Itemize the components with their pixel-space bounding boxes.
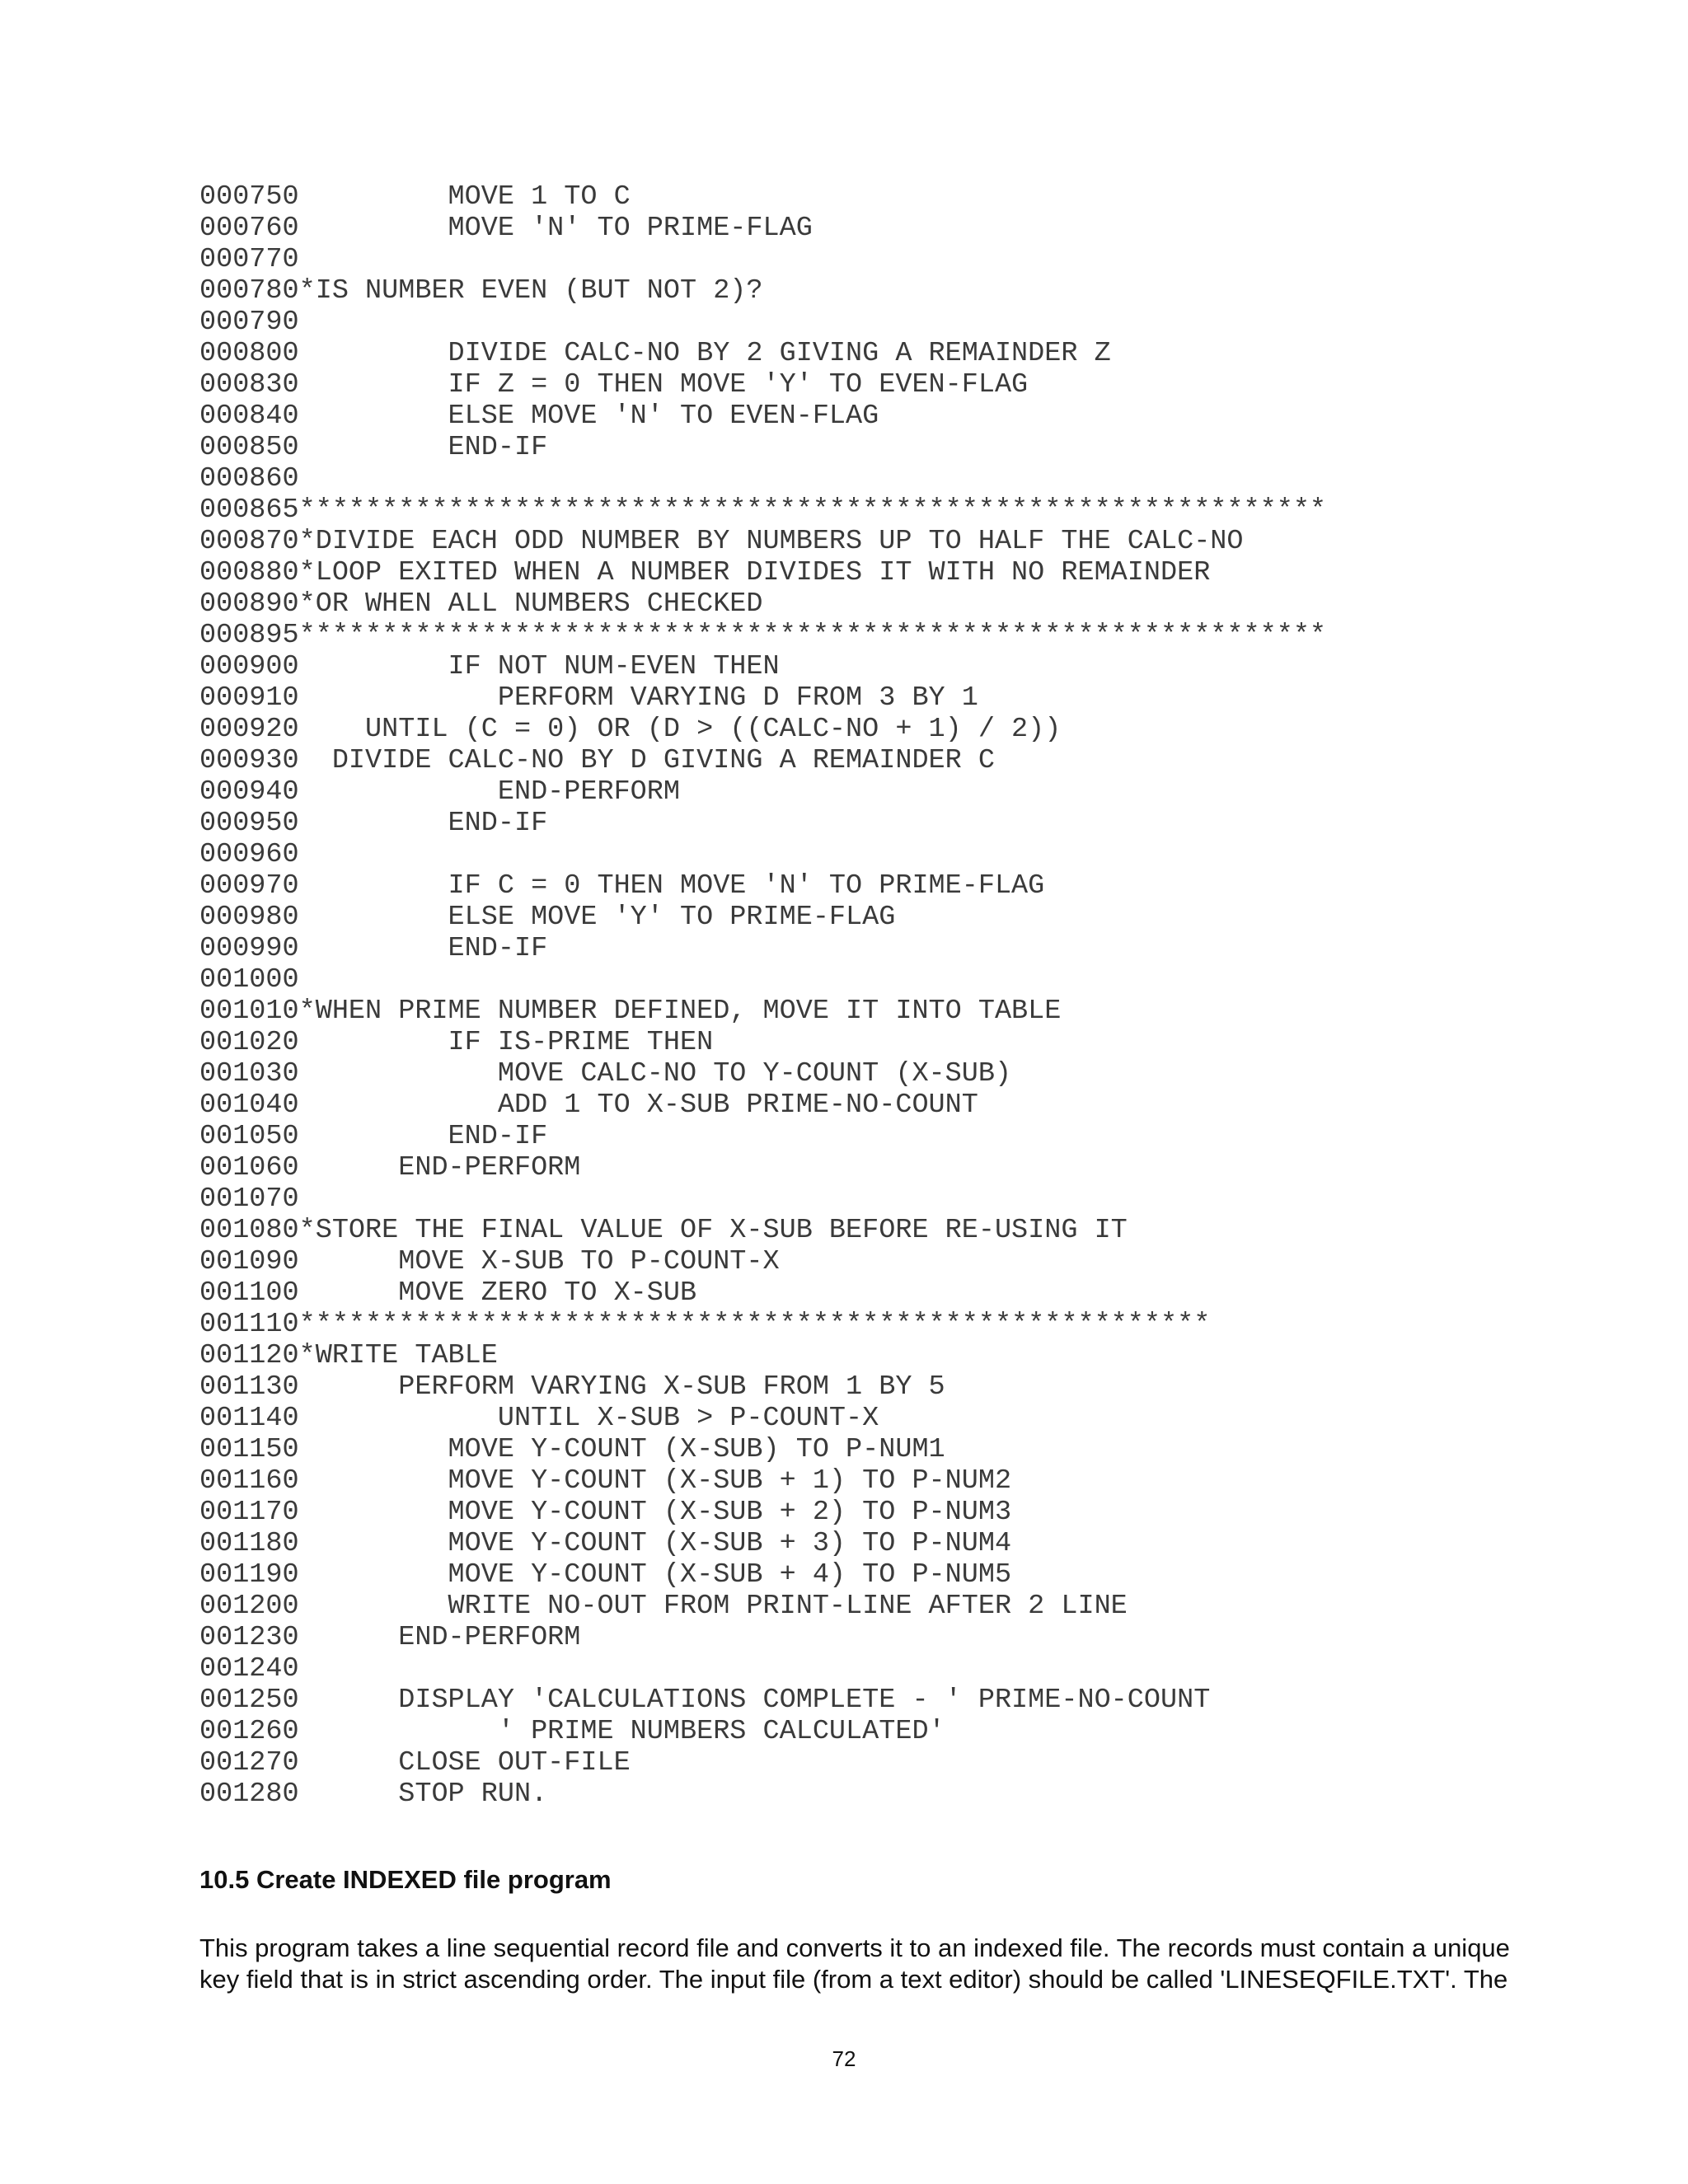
code-line: 001010*WHEN PRIME NUMBER DEFINED, MOVE IT INTO TABLE — [199, 996, 1062, 1027]
code-line: 001000 — [199, 964, 299, 996]
code-line: 001170 MOVE Y-COUNT (X-SUB + 2) TO P-NUM3 — [199, 1497, 1012, 1528]
body-text-line: key field that is in strict ascending order. The input file (from a text editor) should be called 'LINESEQFILE.TXT'. The — [199, 1965, 1508, 1994]
code-line: 000920 UNTIL (C = 0) OR (D > ((CALC-NO + 1) / 2)) — [199, 714, 1062, 745]
code-line: 001100 MOVE ZERO TO X-SUB — [199, 1277, 697, 1309]
code-line: 000840 ELSE MOVE 'N' TO EVEN-FLAG — [199, 401, 879, 432]
code-line: 001150 MOVE Y-COUNT (X-SUB) TO P-NUM1 — [199, 1434, 945, 1465]
code-line: 000750 MOVE 1 TO C — [199, 181, 631, 213]
code-line: 001250 DISPLAY 'CALCULATIONS COMPLETE - ' PRIME-NO-COUNT — [199, 1685, 1211, 1716]
code-line: 001050 END-IF — [199, 1121, 548, 1152]
code-line: 001080*STORE THE FINAL VALUE OF X-SUB BEFORE RE-USING IT — [199, 1215, 1128, 1246]
code-line: 001020 IF IS-PRIME THEN — [199, 1027, 714, 1058]
code-line: 000940 END-PERFORM — [199, 776, 680, 808]
code-line: 000990 END-IF — [199, 933, 548, 964]
code-line: 001270 CLOSE OUT-FILE — [199, 1747, 631, 1779]
code-line: 000780*IS NUMBER EVEN (BUT NOT 2)? — [199, 275, 763, 307]
code-line: 001200 WRITE NO-OUT FROM PRINT-LINE AFTER 2 LINE — [199, 1591, 1128, 1622]
code-line: 001180 MOVE Y-COUNT (X-SUB + 3) TO P-NUM4 — [199, 1528, 1012, 1559]
code-line: 000830 IF Z = 0 THEN MOVE 'Y' TO EVEN-FLAG — [199, 369, 1029, 401]
code-line: 001140 UNTIL X-SUB > P-COUNT-X — [199, 1403, 879, 1434]
code-line: 000980 ELSE MOVE 'Y' TO PRIME-FLAG — [199, 902, 896, 933]
code-line: 001130 PERFORM VARYING X-SUB FROM 1 BY 5 — [199, 1371, 945, 1403]
code-line: 000930 DIVIDE CALC-NO BY D GIVING A REMAINDER C — [199, 745, 995, 776]
code-line: 000850 END-IF — [199, 432, 548, 463]
code-line: 001190 MOVE Y-COUNT (X-SUB + 4) TO P-NUM5 — [199, 1559, 1012, 1591]
code-line: 001160 MOVE Y-COUNT (X-SUB + 1) TO P-NUM2 — [199, 1465, 1012, 1497]
code-line: 001070 — [199, 1183, 299, 1215]
code-line: 000895************************************************************** — [199, 620, 1327, 651]
code-line: 000865************************************************************** — [199, 494, 1327, 526]
code-line: 000800 DIVIDE CALC-NO BY 2 GIVING A REMAINDER Z — [199, 338, 1111, 369]
page-number: 72 — [832, 2046, 856, 2071]
code-line: 001260 ' PRIME NUMBERS CALCULATED' — [199, 1716, 945, 1747]
cobol-code-listing — [199, 181, 1326, 1810]
code-line: 001280 STOP RUN. — [199, 1779, 548, 1810]
section-body-paragraph — [199, 1933, 1510, 1995]
code-line: 000790 — [199, 307, 299, 338]
code-line: 001120*WRITE TABLE — [199, 1340, 498, 1371]
code-line: 000910 PERFORM VARYING D FROM 3 BY 1 — [199, 682, 978, 714]
code-line: 001040 ADD 1 TO X-SUB PRIME-NO-COUNT — [199, 1090, 978, 1121]
code-line: 000770 — [199, 244, 299, 275]
code-line: 000860 — [199, 463, 299, 494]
code-line: 001090 MOVE X-SUB TO P-COUNT-X — [199, 1246, 780, 1277]
section-heading: 10.5 Create INDEXED file program — [199, 1865, 612, 1894]
code-line: 001230 END-PERFORM — [199, 1622, 581, 1653]
code-line: 000880*LOOP EXITED WHEN A NUMBER DIVIDES IT WITH NO REMAINDER — [199, 557, 1211, 588]
code-line: 000970 IF C = 0 THEN MOVE 'N' TO PRIME-FLAG — [199, 870, 1045, 902]
code-line: 000900 IF NOT NUM-EVEN THEN — [199, 651, 780, 682]
code-line: 000960 — [199, 839, 299, 870]
code-line: 001240 — [199, 1653, 299, 1685]
code-line: 001110******************************************************* — [199, 1309, 1211, 1340]
code-line: 000890*OR WHEN ALL NUMBERS CHECKED — [199, 588, 763, 620]
code-line: 000950 END-IF — [199, 808, 548, 839]
code-line: 000870*DIVIDE EACH ODD NUMBER BY NUMBERS UP TO HALF THE CALC-NO — [199, 526, 1244, 557]
body-text-line: This program takes a line sequential record file and converts it to an indexed file. The records must contain a unique — [199, 1933, 1510, 1962]
code-line: 000760 MOVE 'N' TO PRIME-FLAG — [199, 213, 813, 244]
code-line: 001060 END-PERFORM — [199, 1152, 581, 1183]
code-line: 001030 MOVE CALC-NO TO Y-COUNT (X-SUB) — [199, 1058, 1012, 1090]
